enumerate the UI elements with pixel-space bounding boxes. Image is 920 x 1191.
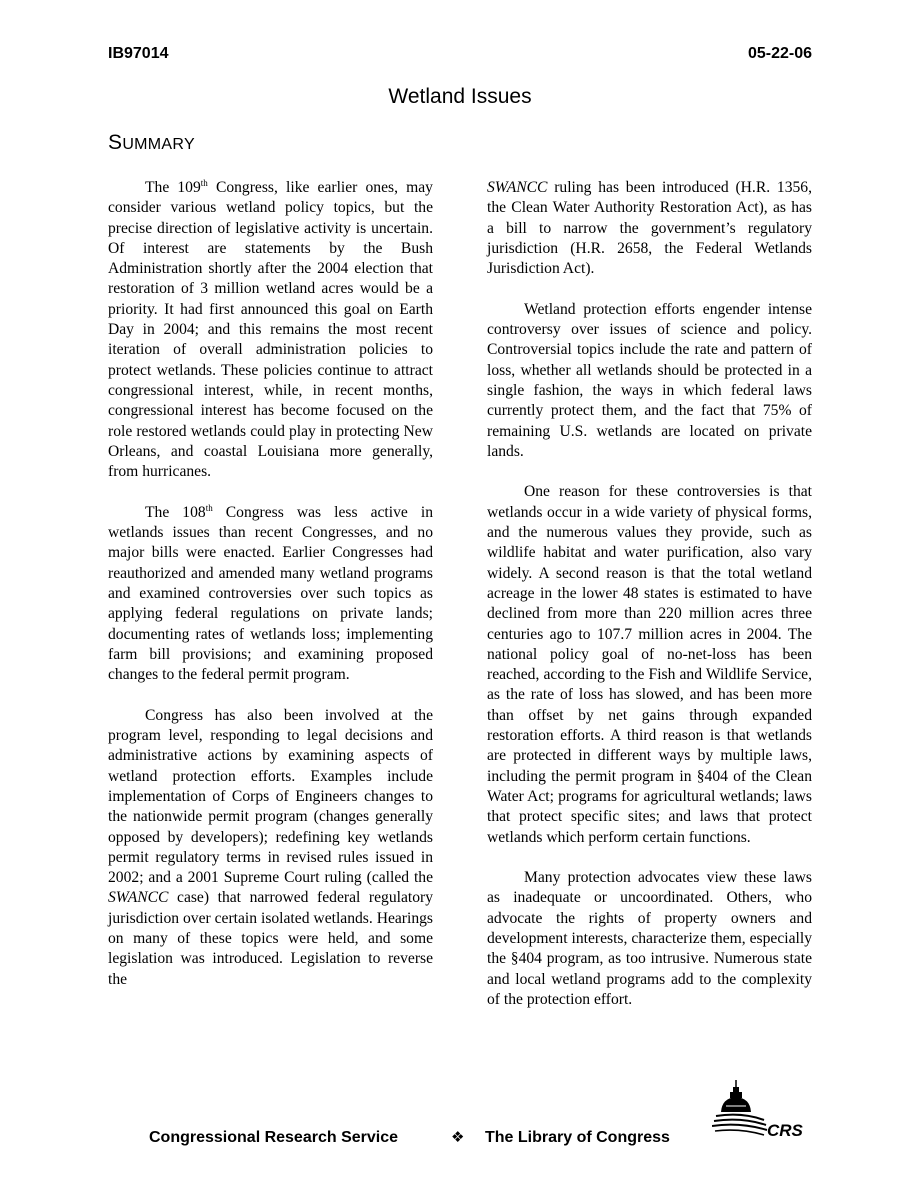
ordinal-superscript: th bbox=[200, 178, 208, 188]
paragraph: Wetland protection efforts engender intense controversy over issues of science and policy. Controversial topics include the rate and pattern of loss, whether all wetlands should be protected in a single fashion, the ways in which federal laws currently protect them, and the fact that 75% of remaining U.S. wetlands are located on private lands. bbox=[487, 300, 812, 460]
paragraph: One reason for these controversies is that wetlands occur in a wide variety of physical forms, and the numerous values they provide, such as wildlife habitat and water purification, also vary widely. A second reason is that the total wetland acreage in the lower 48 states is estimated to have declined from more than 220 million acres three centuries ago to 107.7 million acres in 2004. The national policy goal of no-net-loss has been reached, according to the Fish and Wildlife Service, as the rate of loss has slowed, and has been more than offset by net gains through expanded restoration efforts. A third reason is that wetlands are protected in different ways by multiple laws, including the permit program in §404 of the Clean Water Act; programs for agricultural wetlands; laws that protect specific sites; and laws that protect wetlands which perform certain functions. bbox=[487, 483, 812, 846]
footer-separator-icon: ❖ bbox=[451, 1129, 465, 1146]
right-column bbox=[487, 178, 812, 1030]
left-column bbox=[108, 178, 433, 1010]
ordinal-superscript: th bbox=[205, 502, 213, 513]
footer-publisher: Congressional Research Service bbox=[149, 1129, 399, 1146]
paragraph bbox=[108, 706, 433, 990]
paragraph bbox=[108, 503, 433, 686]
page-title: Wetland Issues bbox=[388, 85, 532, 108]
paragraph: Many protection advocates view these laws as inadequate or uncoordinated. Others, who advocate the rights of property owners and development interests, characterize them, especially the §404 program, as too intrusive. Numerous state and local wetland programs add to the complexity of the protection effort. bbox=[487, 869, 812, 1008]
report-date: 05-22-06 bbox=[747, 45, 812, 62]
paragraph-text: Congress has also been involved at the program level, responding to legal decisions and administrative actions by examining aspects of wetland protection efforts. Examples include implementation of Corps of Engineers changes to the nationwide permit program (changes generally opposed by developers); redefining key wetlands permit regulatory terms in revised rules issued in 2002; and a 2001 Supreme Court ruling (called the bbox=[108, 706, 433, 887]
report-number: IB97014 bbox=[108, 45, 169, 62]
section-heading bbox=[108, 130, 195, 158]
case-name: SWANCC bbox=[108, 889, 169, 907]
footer-library: The Library of Congress bbox=[485, 1129, 670, 1146]
section-heading-initial: S bbox=[108, 131, 123, 154]
crs-capitol-logo bbox=[712, 1078, 808, 1146]
paragraph-text: The 109 bbox=[145, 179, 201, 196]
case-name: SWANCC bbox=[487, 179, 548, 196]
section-heading-rest: UMMARY bbox=[122, 136, 195, 153]
paragraph-text: The 108 bbox=[145, 503, 206, 521]
paragraph bbox=[487, 178, 812, 279]
paragraph-text: Congress, like earlier ones, may consider various wetland policy topics, but the precise direction of legislative activity is uncertain. Of interest are statements by the Bush Administration shortly after the 2004 election that restoration of 3 million wetland acres would be a priority. It had first announced this goal on Earth Day in 2004; and this remains the most recent iteration of overall administration policies to protect wetlands. These policies continue to attract congressional interest, while, in recent months, congressional interest has become focused on the role restored wetlands could play in protecting New Orleans, and coastal Louisiana more generally, from hurricanes. bbox=[108, 179, 433, 481]
paragraph bbox=[108, 178, 433, 482]
paragraph-text: ruling has been introduced (H.R. 1356, the Clean Water Authority Restoration Act), as has a bill to narrow the government’s regulatory jurisdiction (H.R. 2658, the Federal Wetlands Jurisdiction Act). bbox=[487, 179, 812, 278]
crs-logo-text: CRS bbox=[767, 1121, 803, 1140]
paragraph-text: case) that narrowed federal regulatory jurisdiction over certain isolated wetlands. Hearings on many of these topics were held, and some legislation was introduced. Legislation to reverse the bbox=[108, 889, 433, 988]
paragraph-text: Congress was less active in wetlands issues than recent Congresses, and no major bills were enacted. Earlier Congresses had reauthorized and amended many wetland programs and examined controversies over such topics as applying federal regulations on private lands; documenting rates of wetlands loss; implementing farm bill provisions; and examining proposed changes to the federal permit program. bbox=[108, 503, 433, 684]
